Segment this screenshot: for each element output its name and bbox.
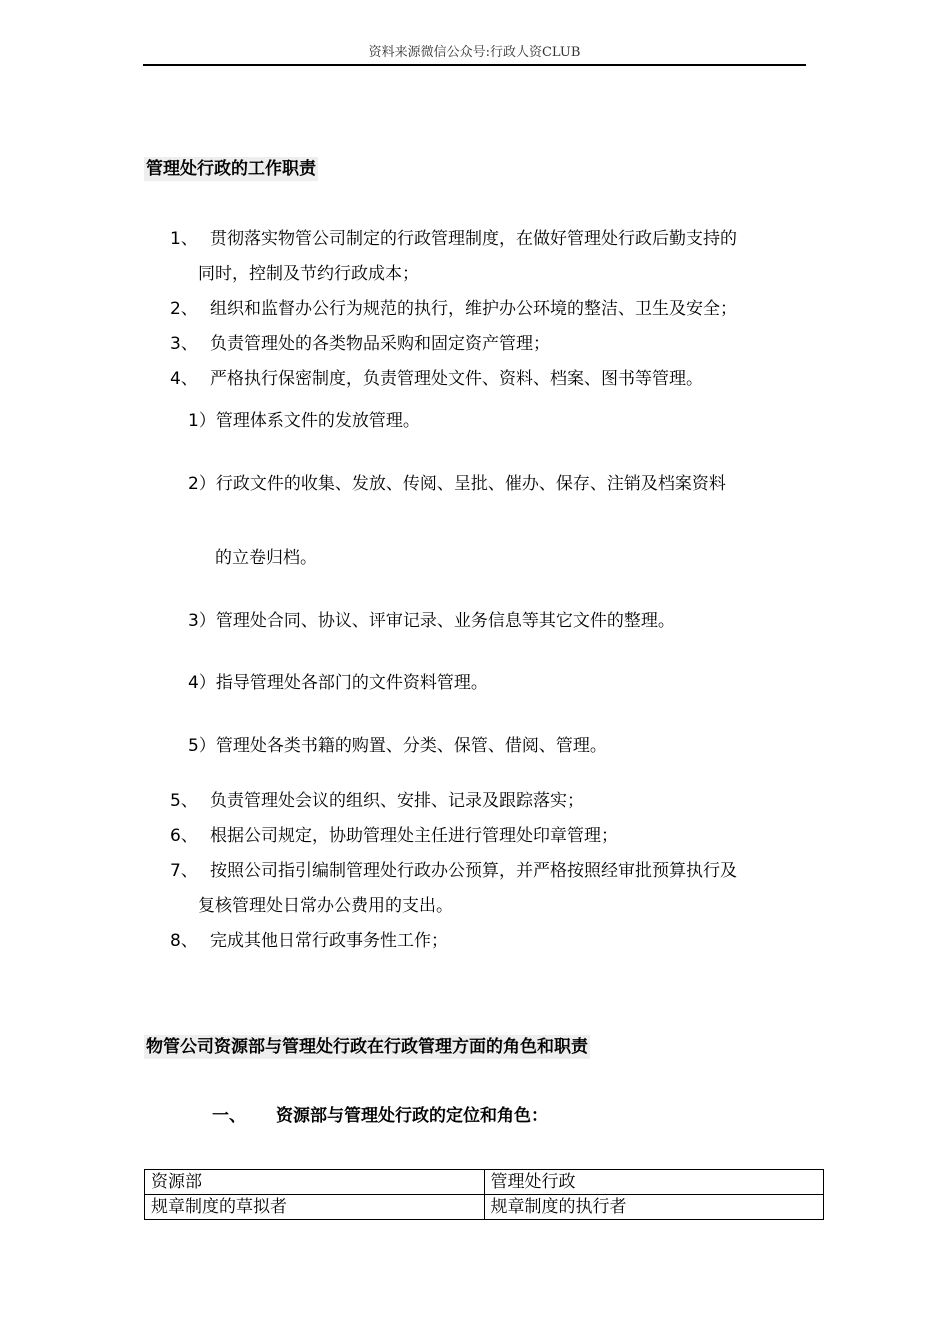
sub-item-continuation: 的立卷归档。: [215, 548, 317, 568]
sub-item: 1）管理体系文件的发放管理。: [188, 411, 420, 431]
item-number: 6、: [170, 826, 198, 846]
item-text: 根据公司规定，协助管理处主任进行管理处印章管理；: [210, 826, 618, 846]
item-number: 2、: [170, 299, 198, 319]
item-number: 7、: [170, 861, 198, 881]
item-text: 复核管理处日常办公费用的支出。: [198, 896, 453, 916]
table-header-cell: 资源部: [145, 1170, 485, 1195]
item-text: 负责管理处会议的组织、安排、记录及跟踪落实；: [210, 791, 584, 811]
table-row: [145, 1195, 824, 1220]
item-text: 严格执行保密制度，负责管理处文件、资料、档案、图书等管理。: [210, 369, 703, 389]
sub-item: 4）指导管理处各部门的文件资料管理。: [188, 673, 488, 693]
table-cell: 规章制度的草拟者: [145, 1195, 485, 1220]
item-number: 8、: [170, 931, 198, 951]
section-title-duties: 管理处行政的工作职责: [146, 159, 316, 179]
sub-item: 3）管理处合同、协议、评审记录、业务信息等其它文件的整理。: [188, 611, 675, 631]
item-text: 负责管理处的各类物品采购和固定资产管理；: [210, 334, 550, 354]
table-header-row: [145, 1170, 824, 1195]
heading-text: 资源部与管理处行政的定位和角色：: [276, 1106, 548, 1126]
roles-table: [144, 1169, 824, 1220]
heading-number: 一、: [212, 1106, 246, 1126]
sub-item: 2）行政文件的收集、发放、传阅、呈批、催办、保存、注销及档案资料: [188, 474, 726, 494]
page-header: 资料来源微信公众号:行政人资CLUB: [143, 44, 806, 66]
table-header-cell: 管理处行政: [484, 1170, 824, 1195]
item-text: 组织和监督办公行为规范的执行，维护办公环境的整洁、卫生及安全；: [210, 299, 737, 319]
item-number: 5、: [170, 791, 198, 811]
table-cell: 规章制度的执行者: [484, 1195, 824, 1220]
sub-item: 5）管理处各类书籍的购置、分类、保管、借阅、管理。: [188, 736, 607, 756]
section-title-roles: 物管公司资源部与管理处行政在行政管理方面的角色和职责: [146, 1037, 588, 1057]
item-number: 3、: [170, 334, 198, 354]
item-number: 1、: [170, 229, 198, 249]
item-text: 同时，控制及节约行政成本；: [198, 264, 419, 284]
item-text: 按照公司指引编制管理处行政办公预算，并严格按照经审批预算执行及: [210, 861, 737, 881]
item-text: 完成其他日常行政事务性工作；: [210, 931, 448, 951]
item-number: 4、: [170, 369, 198, 389]
item-text: 贯彻落实物管公司制定的行政管理制度，在做好管理处行政后勤支持的: [210, 229, 737, 249]
